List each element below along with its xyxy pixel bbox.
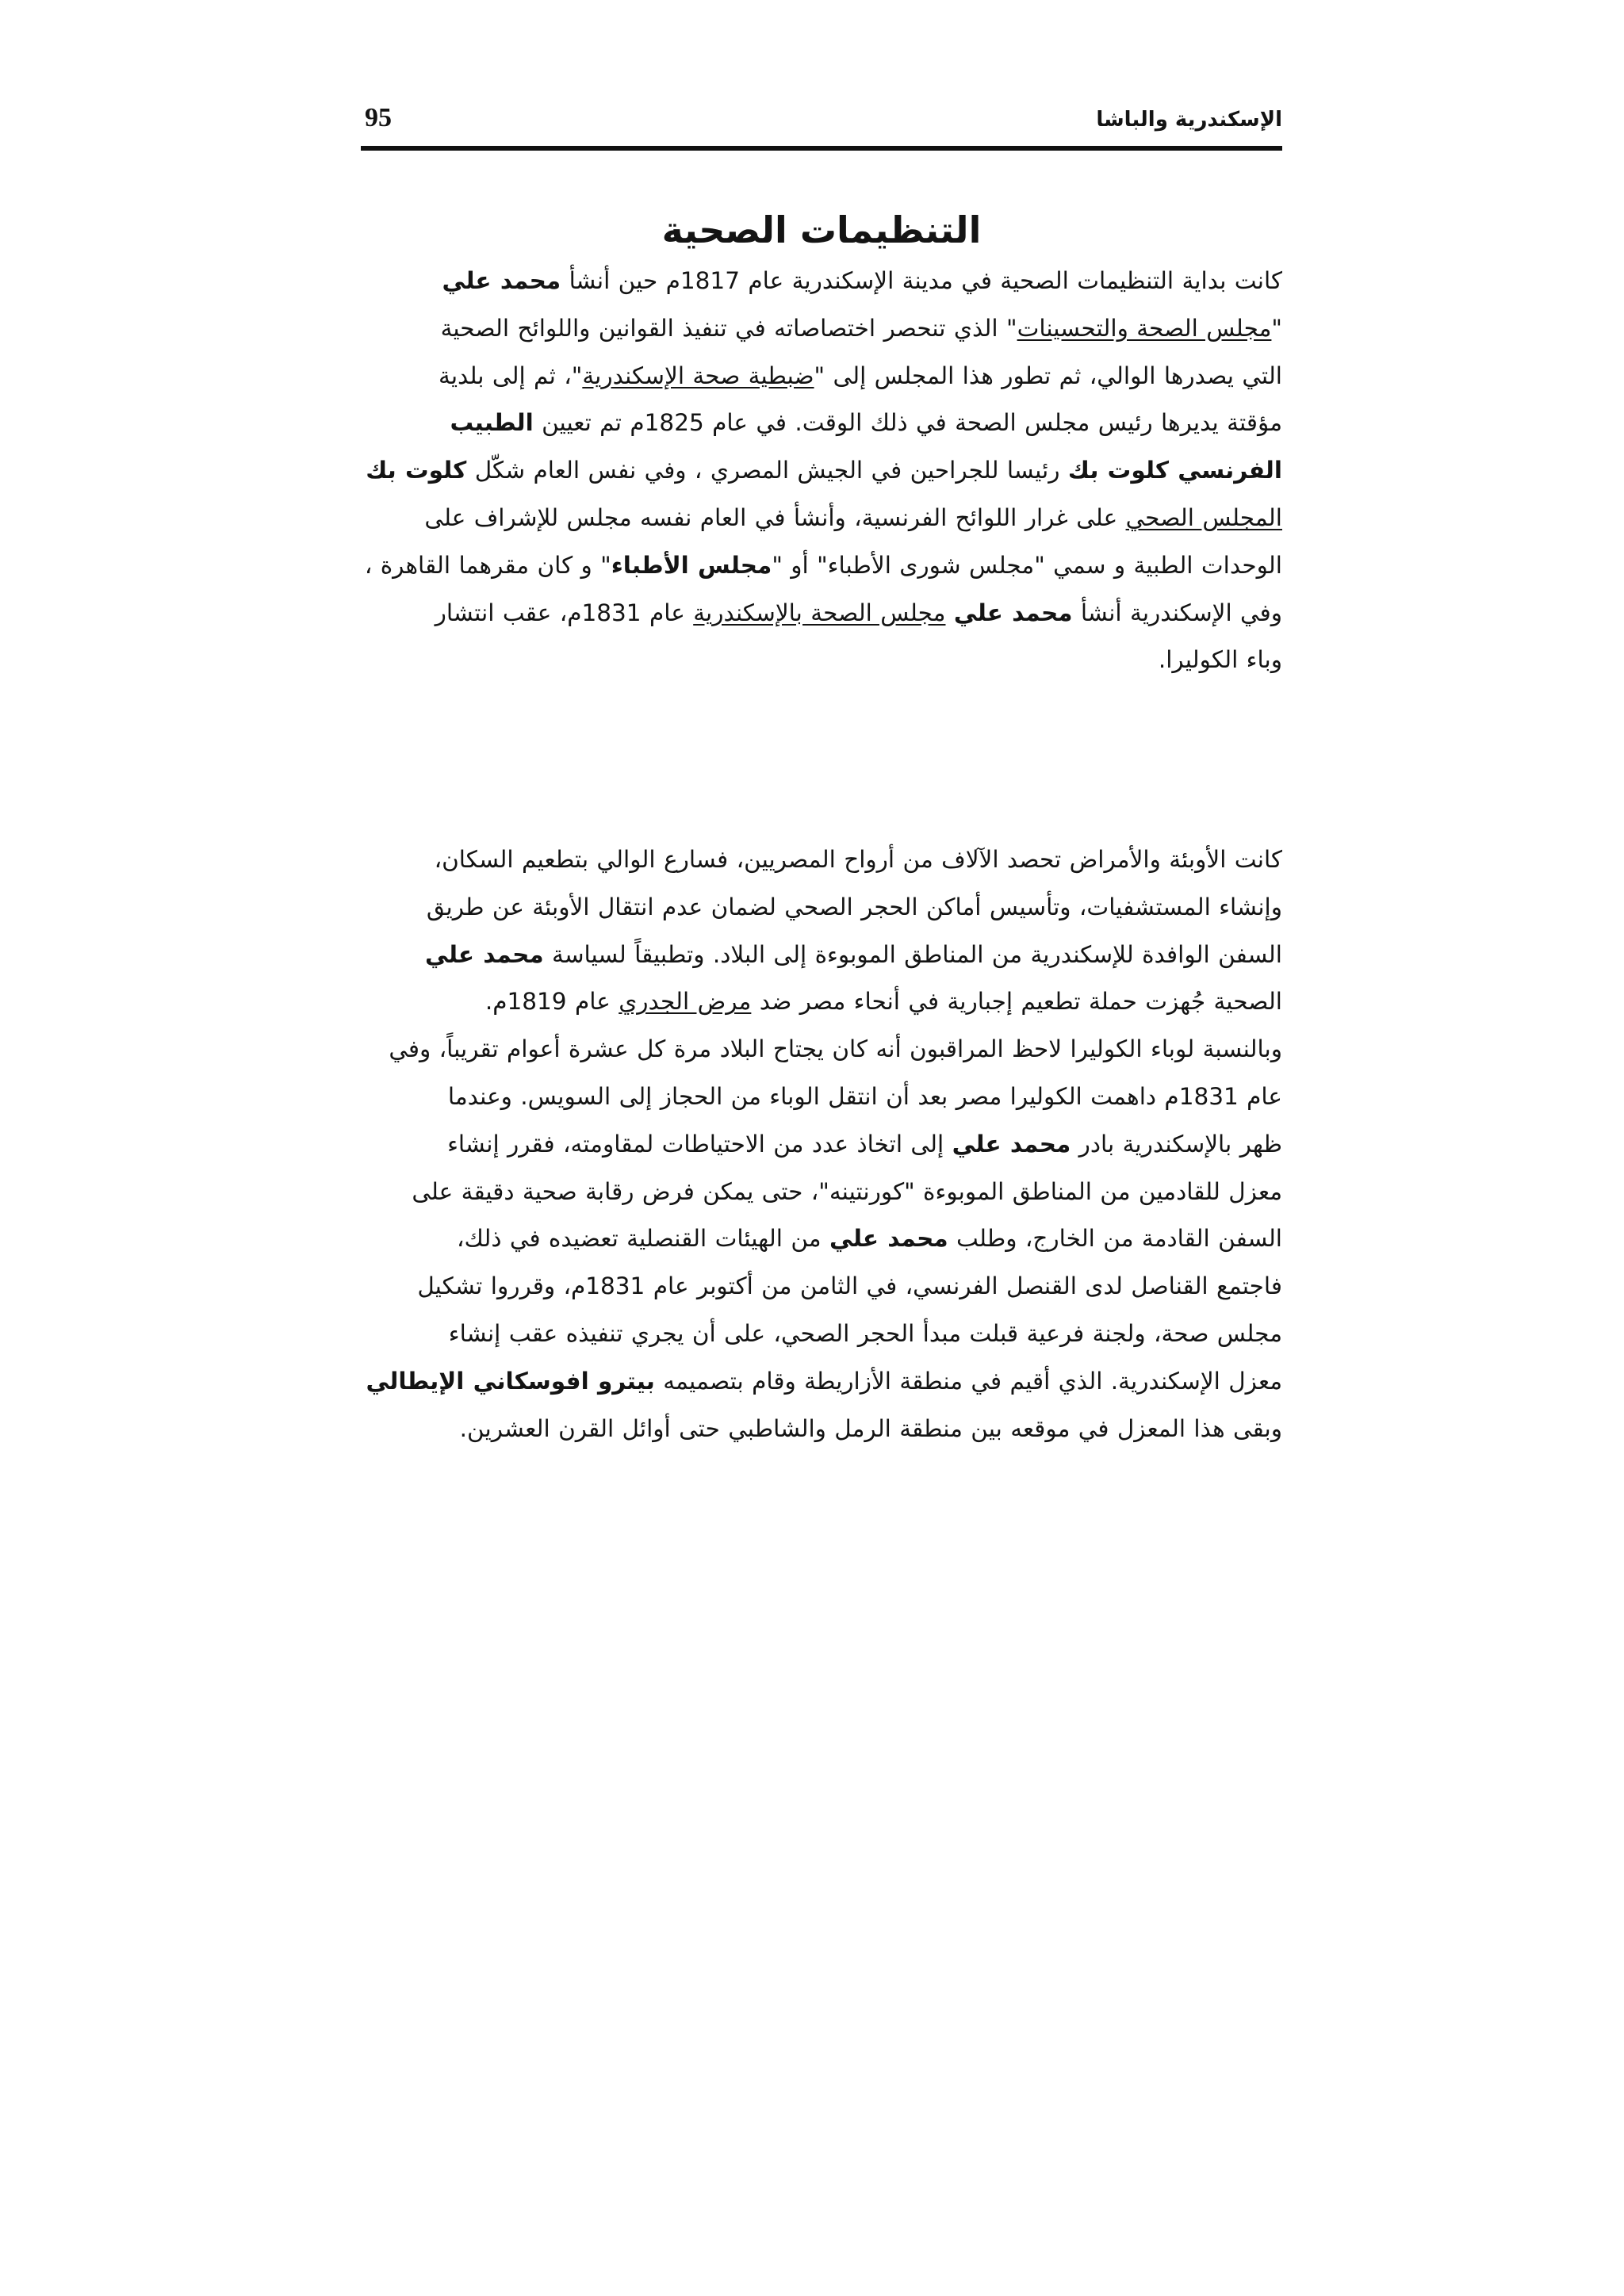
text-run: على غرار اللوائح الفرنسية، وأنشأ في العام نفسه مجلس للإشراف على — [424, 503, 1126, 531]
text-run: الوحدات الطبية و سمي "مجلس شورى الأطباء" أو " — [772, 551, 1282, 579]
paragraph-2-line-7 — [361, 1121, 1282, 1169]
paragraph-2-line-13 — [361, 1406, 1282, 1453]
paragraph-2-line-3 — [361, 932, 1282, 979]
text-run: من الهيئات القنصلية تعضيده في ذلك، — [456, 1225, 829, 1253]
paragraph-1-line-9 — [361, 637, 1282, 684]
paragraph-2-line-11 — [361, 1311, 1282, 1358]
paragraph-2-line-8 — [361, 1169, 1282, 1216]
text-run: إلى اتخاذ عدد من الاحتياطات لمقاومته، فقرر إنشاء — [447, 1130, 952, 1158]
text-run: عام 1831م، عقب انتشار — [435, 599, 694, 626]
bold-term: الطبيب — [450, 409, 534, 437]
text-run: وبالنسبة لوباء الكوليرا لاحظ المراقبون أنه كان يجتاح البلاد مرة كل عشرة أعوام تقريباً، وفي — [389, 1035, 1282, 1063]
text-run: مؤقتة يديرها رئيس مجلس الصحة في ذلك الوقت. في عام 1825م تم تعيين — [533, 409, 1282, 437]
page-number: 95 — [365, 103, 392, 132]
text-run: " — [1271, 314, 1282, 342]
underlined-term: مجلس الصحة بالإسكندرية — [693, 599, 946, 626]
paragraph-1-line-3 — [361, 353, 1282, 400]
page-header — [361, 103, 1282, 144]
underlined-term: مجلس الصحة والتحسينات — [1017, 314, 1272, 342]
text-run: عام 1819م. — [485, 988, 619, 1016]
text-run: التي يصدرها الوالي، ثم تطور هذا المجلس إلى " — [814, 362, 1282, 389]
paragraph-1-line-4 — [361, 400, 1282, 447]
text-run: " و كان مقرهما القاهرة ، — [364, 551, 611, 579]
paragraph-1-line-5 — [361, 447, 1282, 495]
running-title: الإسكندرية والباشا — [1096, 108, 1282, 132]
header-rule — [361, 146, 1282, 151]
paragraph-2-line-12 — [361, 1358, 1282, 1406]
underlined-term: مرض الجدري — [619, 988, 752, 1016]
text-run: " الذي تنحصر اختصاصاته في تنفيذ القوانين واللوائح الصحية — [440, 314, 1017, 342]
person-name-bold: محمد علي — [952, 1130, 1071, 1158]
text-run: وفي الإسكندرية أنشأ — [1072, 599, 1282, 626]
text-run: "، ثم إلى بلدية — [439, 362, 583, 389]
paragraph-2 — [361, 836, 1282, 1452]
person-name-bold: محمد علي — [829, 1225, 948, 1253]
text-run: فاجتمع القناصل لدى القنصل الفرنسي، في الثامن من أكتوبر عام 1831م، وقرروا تشكيل — [417, 1272, 1282, 1300]
paragraph-2-line-4 — [361, 978, 1282, 1026]
paragraph-2-line-1 — [361, 836, 1282, 884]
paragraph-1-line-7 — [361, 542, 1282, 590]
text-run: وبقى هذا المعزل في موقعه بين منطقة الرمل والشاطبي حتى أوائل القرن العشرين. — [459, 1414, 1282, 1442]
section-title: التنظيمات الصحية — [661, 209, 982, 251]
text-run: معزل للقادمين من المناطق الموبوءة "كورنتينه"، حتى يمكن فرض رقابة صحية دقيقة على — [412, 1177, 1282, 1205]
text-run — [945, 599, 953, 626]
text-run: وباء الكوليرا. — [1158, 646, 1282, 674]
text-run: كانت بداية التنظيمات الصحية في مدينة الإسكندرية عام 1817م حين أنشأ — [561, 267, 1282, 294]
text-run: وإنشاء المستشفيات، وتأسيس أماكن الحجر الصحي لضمان عدم انتقال الأوبئة عن طريق — [426, 893, 1282, 920]
paragraph-1-line-1 — [361, 258, 1282, 305]
underlined-term: المجلس الصحي — [1125, 503, 1282, 531]
person-name-bold: محمد علي — [953, 599, 1073, 626]
text-run: السفن الوافدة للإسكندرية من المناطق الموبوءة إلى البلاد. وتطبيقاً لسياسة — [543, 940, 1282, 968]
text-run: كانت الأوبئة والأمراض تحصد الآلاف من أرواح المصريين، فسارع الوالي بتطعيم السكان، — [434, 846, 1282, 873]
paragraph-1 — [361, 258, 1282, 684]
person-name-bold: الفرنسي كلوت بك — [1067, 457, 1282, 484]
person-name-bold: كلوت بك — [366, 457, 467, 484]
paragraph-1-line-8 — [361, 590, 1282, 637]
text-run: السفن القادمة من الخارج، وطلب — [948, 1225, 1282, 1253]
paragraph-1-line-6 — [361, 495, 1282, 542]
text-run: ظهر بالإسكندرية بادر — [1071, 1130, 1282, 1158]
underlined-term: ضبطية صحة الإسكندرية — [582, 362, 814, 389]
paragraph-2-line-9 — [361, 1215, 1282, 1263]
person-name-bold: بيترو افوسكاني الإيطالي — [366, 1367, 655, 1395]
paragraph-2-line-10 — [361, 1263, 1282, 1311]
text-run: عام 1831م داهمت الكوليرا مصر بعد أن انتقل الوباء من الحجاز إلى السويس. وعندما — [447, 1082, 1282, 1110]
text-run: مجلس صحة، ولجنة فرعية قبلت مبدأ الحجر الصحي، على أن يجري تنفيذه عقب إنشاء — [448, 1319, 1282, 1347]
paragraph-2-line-6 — [361, 1073, 1282, 1121]
text-run: معزل الإسكندرية. الذي أقيم في منطقة الأزاريطة وقام بتصميمه — [654, 1367, 1282, 1395]
person-name-bold: محمد علي — [424, 940, 544, 968]
text-run: رئيسا للجراحين في الجيش المصري ، وفي نفس العام شكّل — [466, 457, 1068, 484]
paragraph-2-line-5 — [361, 1026, 1282, 1073]
paragraph-1-line-2 — [361, 305, 1282, 353]
bold-term: مجلس الأطباء — [611, 551, 772, 579]
paragraph-2-line-2 — [361, 884, 1282, 932]
person-name-bold: محمد علي — [442, 267, 561, 294]
text-run: الصحية جُهزت حملة تطعيم إجبارية في أنحاء مصر ضد — [751, 988, 1282, 1016]
